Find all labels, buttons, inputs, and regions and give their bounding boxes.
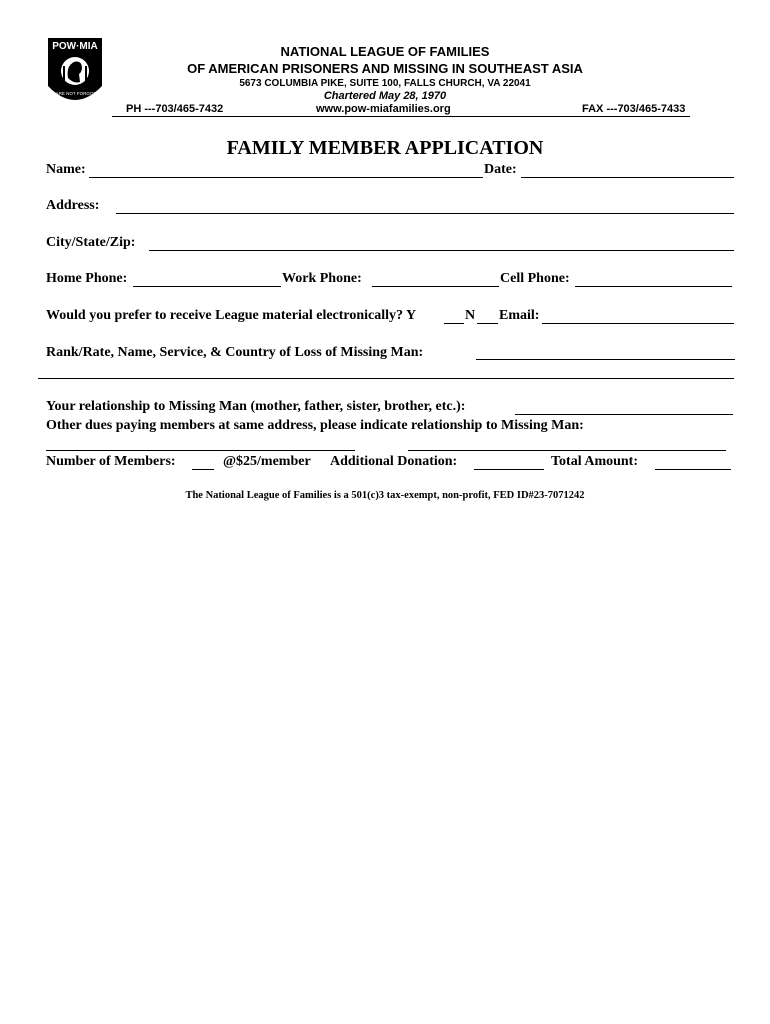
name-label: Name:	[46, 162, 86, 177]
rate-label: @$25/member	[223, 454, 311, 469]
email-field[interactable]	[542, 323, 734, 324]
date-label: Date:	[484, 162, 517, 177]
relationship-label: Your relationship to Missing Man (mother, father, sister, brother, etc.):	[46, 399, 466, 414]
cell-phone-label: Cell Phone:	[500, 271, 570, 286]
members-label: Number of Members:	[46, 454, 176, 469]
total-amount-field[interactable]	[655, 469, 731, 470]
org-phone: PH ---703/465-7432	[126, 103, 224, 115]
form-title: FAMILY MEMBER APPLICATION	[226, 137, 544, 159]
donation-label: Additional Donation:	[330, 454, 458, 469]
total-label: Total Amount:	[551, 454, 639, 469]
cell-phone-field[interactable]	[575, 286, 732, 287]
donation-field[interactable]	[474, 469, 544, 470]
work-phone-label: Work Phone:	[282, 271, 362, 286]
logo-ring-text: YOU ARE NOT FORGOTTEN	[44, 91, 106, 96]
relationship-field[interactable]	[515, 414, 733, 415]
electronic-yes-field[interactable]	[444, 323, 464, 324]
electronic-no-label: N	[465, 308, 476, 323]
other-dues-field-2[interactable]	[408, 450, 726, 451]
home-phone-label: Home Phone:	[46, 271, 128, 286]
members-count-field[interactable]	[192, 469, 214, 470]
rank-field-continuation[interactable]	[38, 378, 734, 379]
org-name-line2: OF AMERICAN PRISONERS AND MISSING IN SOUTHEAST ASIA	[187, 61, 583, 76]
date-field[interactable]	[521, 177, 734, 178]
org-website: www.pow-miafamilies.org	[316, 103, 451, 115]
org-address: 5673 COLUMBIA PIKE, SUITE 100, FALLS CHURCH, VA 22041	[239, 78, 531, 89]
name-field[interactable]	[89, 177, 483, 178]
city-state-zip-field[interactable]	[149, 250, 734, 251]
rank-field[interactable]	[476, 359, 735, 360]
header-underline	[112, 116, 690, 117]
org-fax: FAX ---703/465-7433	[582, 103, 686, 115]
home-phone-field[interactable]	[133, 286, 281, 287]
work-phone-field[interactable]	[372, 286, 499, 287]
logo-top-text: POW·MIA	[52, 41, 98, 52]
other-dues-field-1[interactable]	[46, 450, 355, 451]
rank-label: Rank/Rate, Name, Service, & Country of Loss of Missing Man:	[46, 345, 424, 360]
chartered-date: Chartered May 28, 1970	[323, 90, 447, 102]
address-field[interactable]	[116, 213, 734, 214]
tax-exempt-note: The National League of Families is a 501(c)3 tax-exempt, non-profit, FED ID#23-7071242	[185, 490, 585, 501]
electronic-no-field[interactable]	[477, 323, 498, 324]
electronic-question: Would you prefer to receive League material electronically? Y	[46, 308, 417, 323]
org-name-line1: NATIONAL LEAGUE OF FAMILIES	[280, 44, 490, 59]
other-dues-label: Other dues paying members at same address, please indicate relationship to Missing Man:	[46, 418, 584, 433]
email-label: Email:	[499, 308, 540, 323]
address-label: Address:	[46, 198, 100, 213]
city-state-zip-label: City/State/Zip:	[46, 235, 136, 250]
